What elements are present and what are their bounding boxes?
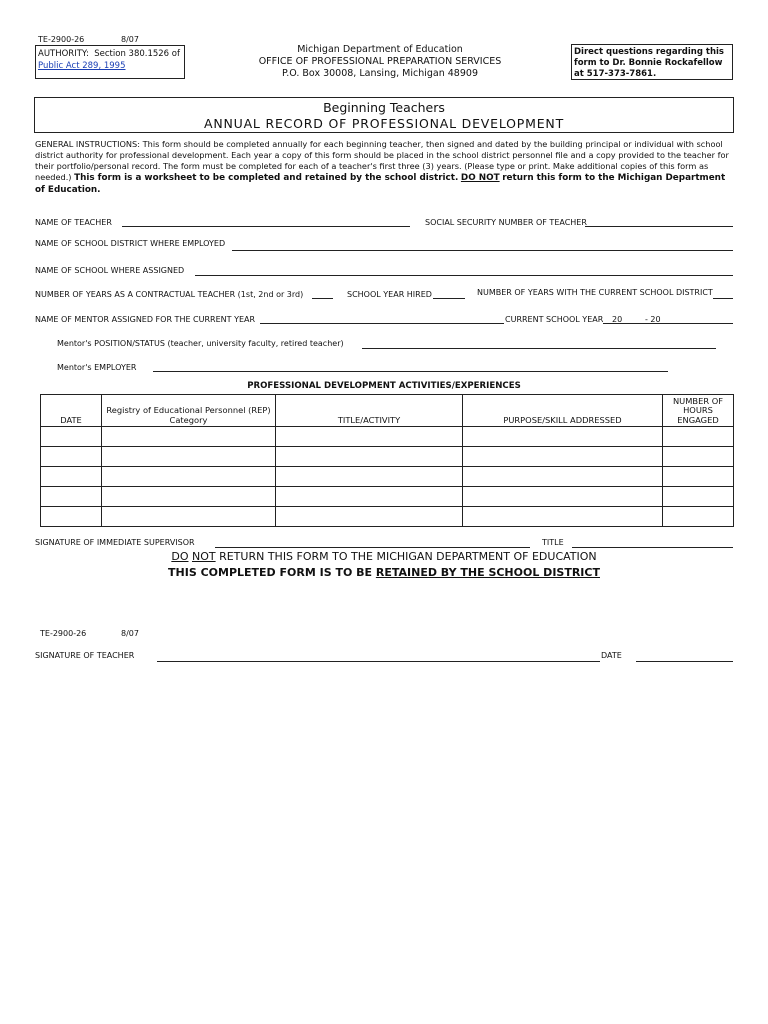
- rep-category-cell[interactable]: [102, 447, 276, 467]
- rep-category-cell[interactable]: [102, 467, 276, 487]
- title-activity-cell[interactable]: [276, 507, 463, 527]
- hours-cell[interactable]: [663, 487, 734, 507]
- form-title-box: [34, 97, 734, 133]
- purpose-cell[interactable]: [463, 427, 663, 447]
- form-title: ANNUAL RECORD OF PROFESSIONAL DEVELOPMENT: [203, 116, 565, 131]
- contact-line-3: at 517-373-7861.: [574, 69, 657, 79]
- activities-table: [40, 394, 734, 527]
- form-id: TE-2900-26: [38, 35, 85, 44]
- do-not-return-notice: [0, 550, 768, 563]
- footer-form-date: 8/07: [121, 629, 139, 638]
- activities-table-header: [41, 395, 734, 427]
- footer-form-id: TE-2900-26: [40, 629, 87, 638]
- retained-notice-a: THIS COMPLETED FORM IS TO BE: [168, 566, 373, 579]
- teacher-date-field[interactable]: [636, 661, 733, 662]
- authority-label: AUTHORITY:: [38, 49, 89, 59]
- column-header-date: DATE: [41, 395, 102, 427]
- district-field[interactable]: [232, 250, 733, 251]
- table-row: [41, 447, 734, 467]
- department-name: Michigan Department of Education: [297, 44, 463, 55]
- column-header-rep-category: Registry of Educational Personnel (REP) Category: [102, 395, 276, 427]
- mentor-position-label: Mentor's POSITION/STATUS (teacher, university faculty, retired teacher): [57, 339, 344, 348]
- column-header-hours: NUMBER OF HOURS ENGAGED: [663, 395, 734, 427]
- title-activity-cell[interactable]: [276, 447, 463, 467]
- rep-category-cell[interactable]: [102, 507, 276, 527]
- general-instructions: [35, 139, 735, 196]
- teacher-signature-label: SIGNATURE OF TEACHER: [35, 651, 135, 660]
- date-cell[interactable]: [41, 467, 102, 487]
- date-cell[interactable]: [41, 427, 102, 447]
- title-activity-cell[interactable]: [276, 487, 463, 507]
- school-field[interactable]: [195, 275, 733, 276]
- contact-box: [571, 44, 733, 80]
- table-row: [41, 487, 734, 507]
- authority-section: Section 380.1526 of: [94, 49, 180, 59]
- current-year-label: CURRENT SCHOOL YEAR: [505, 315, 604, 324]
- rep-category-cell[interactable]: [102, 487, 276, 507]
- hours-cell[interactable]: [663, 427, 734, 447]
- public-act-link[interactable]: Public Act 289, 1995: [38, 61, 126, 71]
- year-hired-field[interactable]: [433, 298, 465, 299]
- title-activity-cell[interactable]: [276, 427, 463, 447]
- notice-do: DO: [171, 550, 189, 563]
- current-year-from: 20: [612, 315, 623, 324]
- instructions-text: This form should be completed annually for each beginning teacher, then signed and dated by the building principal or individual with school district authority for professional development. Each year a copy of this form should be placed in the school district personnel file and a copy provided to the teacher for their portfolio/personal record. The form must be completed for each of a teacher's first three (3) years. (Please type or print. Make additional copies of this form as needed.): [35, 139, 729, 182]
- retained-notice: [0, 566, 768, 579]
- purpose-cell[interactable]: [463, 467, 663, 487]
- table-row: [41, 427, 734, 447]
- department-header: [230, 44, 530, 80]
- activities-table-heading: PROFESSIONAL DEVELOPMENT ACTIVITIES/EXPERIENCES: [247, 381, 521, 391]
- mentor-name-label: NAME OF MENTOR ASSIGNED FOR THE CURRENT YEAR: [35, 315, 256, 324]
- instructions-bold-1: This form is a worksheet to be completed and retained by the school district.: [74, 173, 459, 183]
- column-header-purpose: PURPOSE/SKILL ADDRESSED: [463, 395, 663, 427]
- table-row: [41, 507, 734, 527]
- mentor-employer-field[interactable]: [153, 371, 668, 372]
- date-cell[interactable]: [41, 487, 102, 507]
- mentor-employer-label: Mentor's EMPLOYER: [57, 363, 137, 372]
- form-date: 8/07: [121, 35, 139, 44]
- form-subtitle: Beginning Teachers: [323, 100, 445, 115]
- teacher-date-label: DATE: [601, 651, 622, 660]
- purpose-cell[interactable]: [463, 487, 663, 507]
- year-hired-label: SCHOOL YEAR HIRED: [347, 290, 432, 299]
- purpose-cell[interactable]: [463, 447, 663, 467]
- ssn-label: SOCIAL SECURITY NUMBER OF TEACHER: [425, 218, 587, 227]
- authority-box: [35, 45, 185, 79]
- supervisor-signature-label: SIGNATURE OF IMMEDIATE SUPERVISOR: [35, 538, 195, 547]
- current-year-field[interactable]: [603, 323, 733, 324]
- teacher-signature-field[interactable]: [157, 661, 600, 662]
- years-contractual-label: NUMBER OF YEARS AS A CONTRACTUAL TEACHER (1st, 2nd or 3rd): [35, 290, 304, 299]
- school-label: NAME OF SCHOOL WHERE ASSIGNED: [35, 266, 185, 275]
- ssn-field[interactable]: [585, 226, 733, 227]
- instructions-label: GENERAL INSTRUCTIONS:: [35, 139, 141, 149]
- contact-line-2: form to Dr. Bonnie Rockafellow: [574, 58, 723, 68]
- rep-category-cell[interactable]: [102, 427, 276, 447]
- purpose-cell[interactable]: [463, 507, 663, 527]
- supervisor-title-label: TITLE: [542, 538, 564, 547]
- supervisor-title-field[interactable]: [572, 547, 733, 548]
- table-row: [41, 467, 734, 487]
- years-current-field[interactable]: [713, 298, 733, 299]
- office-name: OFFICE OF PROFESSIONAL PREPARATION SERVICES: [258, 56, 502, 67]
- retained-notice-b: RETAINED BY THE SCHOOL DISTRICT: [375, 566, 600, 579]
- mentor-name-field[interactable]: [260, 323, 504, 324]
- notice-not: NOT: [191, 550, 216, 563]
- years-contractual-field[interactable]: [312, 298, 333, 299]
- contact-line-1: Direct questions regarding this: [574, 47, 724, 57]
- hours-cell[interactable]: [663, 447, 734, 467]
- notice-rest: RETURN THIS FORM TO THE MICHIGAN DEPARTMENT OF EDUCATION: [219, 550, 597, 563]
- mentor-position-field[interactable]: [362, 348, 716, 349]
- column-header-title-activity: TITLE/ACTIVITY: [276, 395, 463, 427]
- teacher-name-label: NAME OF TEACHER: [35, 218, 112, 227]
- instructions-bold-2: return this form to the Michigan Department of Education.: [35, 173, 726, 195]
- supervisor-signature-field[interactable]: [215, 547, 530, 548]
- date-cell[interactable]: [41, 507, 102, 527]
- instructions-do-not: DO NOT: [460, 173, 500, 183]
- office-address: P.O. Box 30008, Lansing, Michigan 48909: [282, 68, 478, 79]
- teacher-name-field[interactable]: [122, 226, 410, 227]
- current-year-to: - 20: [645, 315, 661, 324]
- hours-cell[interactable]: [663, 507, 734, 527]
- years-current-label: NUMBER OF YEARS WITH THE CURRENT SCHOOL DISTRICT: [477, 288, 713, 297]
- hours-cell[interactable]: [663, 467, 734, 487]
- district-label: NAME OF SCHOOL DISTRICT WHERE EMPLOYED: [35, 239, 226, 248]
- date-cell[interactable]: [41, 447, 102, 467]
- title-activity-cell[interactable]: [276, 467, 463, 487]
